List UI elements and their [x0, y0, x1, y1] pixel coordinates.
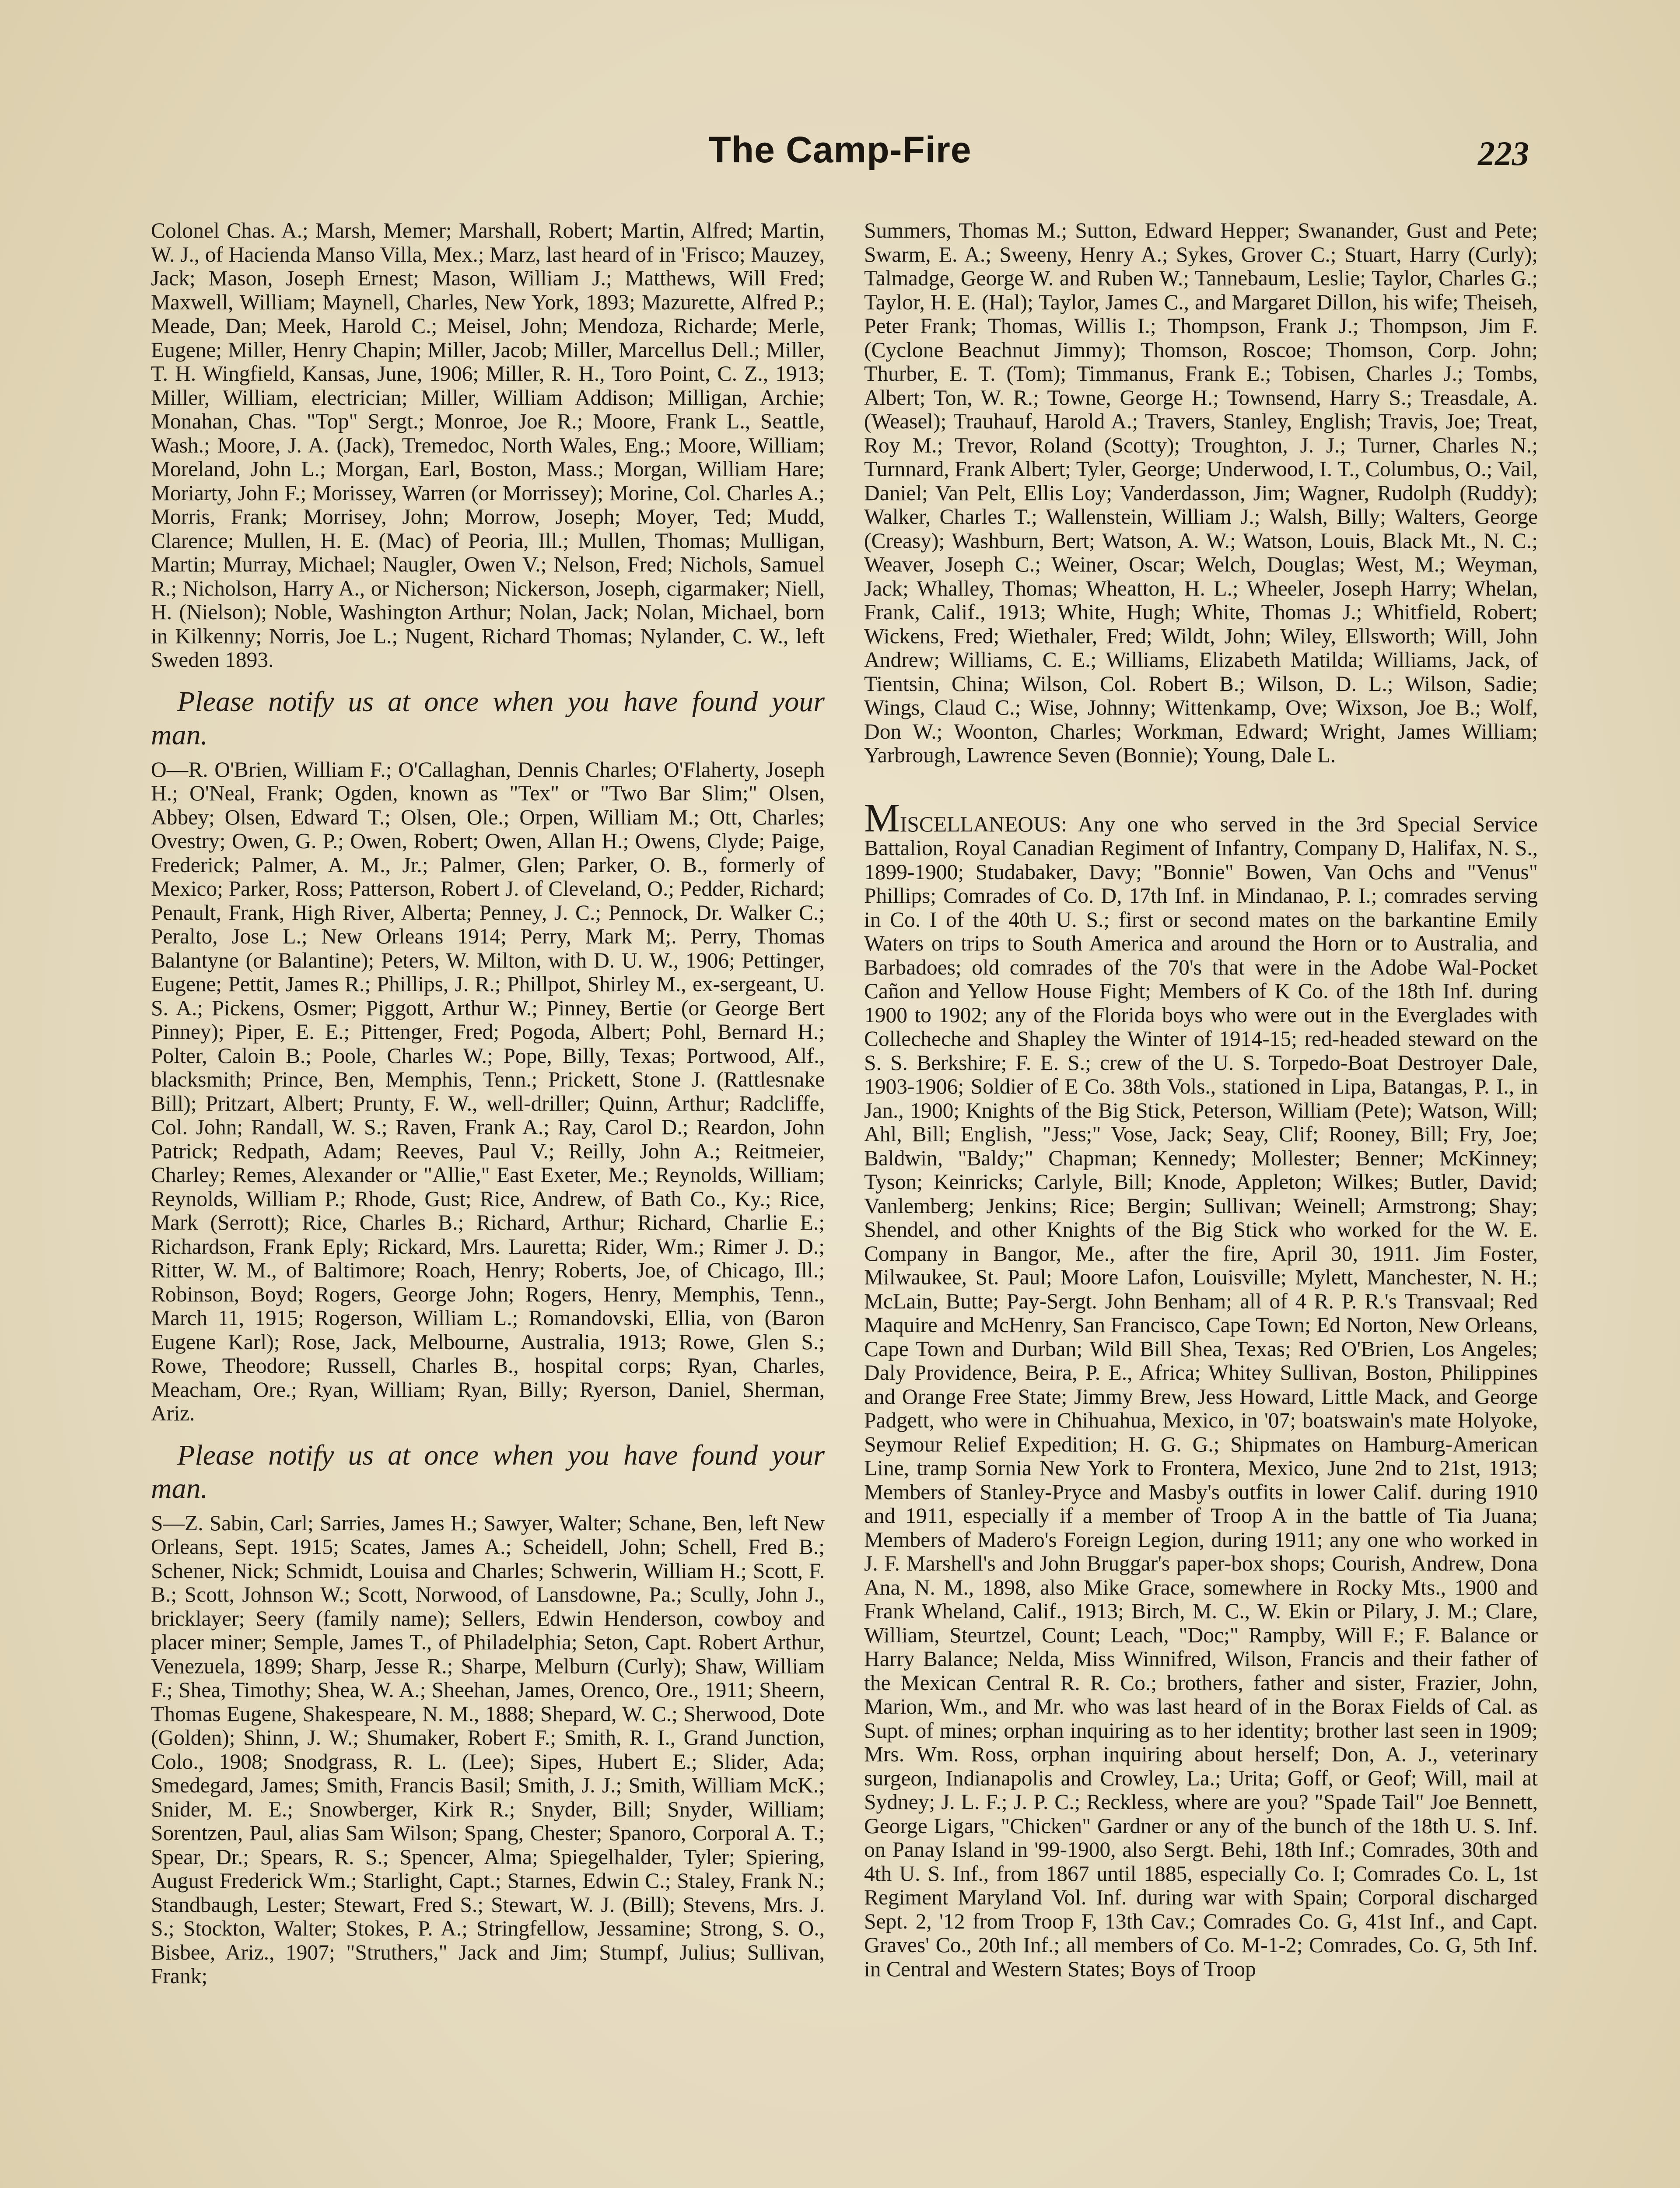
- miscellaneous-heading: ISCELLANEOUS:: [900, 812, 1068, 836]
- names-list-s-z: S—Z. Sabin, Carl; Sarries, James H.; Sawyer, Walter; Schane, Ben, left New Orleans, Sept. 1915; Scates, James A.; Scheidell, John; Schell, Fred B.; Schener, Nick; Schmidt, Louisa and Charles; Schwerin, William H.; Scott, F. B.; Scott, Johnson W.; Scott, Norwood, of Lansdowne, Pa.; Scully, John J., bricklayer; Seery (family name); Sellers, Edwin Henderson, cowboy and placer miner; Semple, James T., of Philadelphia; Seton, Capt. Robert Arthur, Venezuela, 1899; Sharp, Jesse R.; Sharpe, Melburn (Curly); Shaw, William F.; Shea, Timothy; Shea, W. A.; Sheehan, James, Orenco, Ore., 1911; Sheern, Thomas Eugene, Shakespeare, N. M., 1888; Shepard, W. C.; Sherwood, Dote (Golden); Shinn, J. W.; Shumaker, Robert F.; Smith, R. I., Grand Junction, Colo., 1908; Snodgrass, R. L. (Lee); Sipes, Hubert E.; Slider, Ada; Smedegard, James; Smith, Francis Basil; Smith, J. J.; Smith, William McK.; Snider, M. E.; Snowberger, Kirk R.; Snyder, Bill; Snyder, William; Sorentzen, Paul, alias Sam Wilson; Spang, Chester; Spanoro, Corporal A. T.; Spear, Dr.; Spears, R. S.; Spencer, Alma; Spiegelhalder, Tyler; Spiering, August Frederick Wm.; Starlight, Capt.; Starnes, Edwin C.; Staley, Frank N.; Standbaugh, Lester; Stewart, Fred S.; Stewart, W. J. (Bill); Stevens, Mrs. J. S.; Stockton, Walter; Stokes, P. A.; Stringfellow, Jessamine; Strong, S. O., Bisbee, Ariz., 1907; "Struthers," Jack and Jim; Stumpf, Julius; Sullivan, Frank;: [151, 1511, 825, 1988]
- page-number: 223: [1478, 134, 1529, 172]
- names-list-o-r: O—R. O'Brien, William F.; O'Callaghan, Dennis Charles; O'Flaherty, Joseph H.; O'Neal, Frank; Ogden, known as "Tex" or "Two Bar Slim;" Olsen, Abbey; Olsen, Edward T.; Olsen, Ole.; Orpen, William M.; Ott, Charles; Ovestry; Owen, G. P.; Owen, Robert; Owen, Allan H.; Owens, Clyde; Paige, Frederick; Palmer, A. M., Jr.; Palmer, Glen; Parker, O. B., formerly of Mexico; Parker, Ross; Patterson, Robert J. of Cleveland, O.; Pedder, Richard; Penault, Frank, High River, Alberta; Penney, J. C.; Pennock, Dr. Walker C.; Peralto, Jose L.; New Orleans 1914; Perry, Mark M;. Perry, Thomas Balantyne (or Balantine); Peters, W. Milton, with D. U. W., 1906; Pettinger, Eugene; Pettit, James R.; Phillips, J. R.; Phillpot, Shirley M., ex-sergeant, U. S. A.; Pickens, Osmer; Piggott, Arthur W.; Pinney, Bertie (or George Bert Pinney); Piper, E. E.; Pittenger, Fred; Pogoda, Albert; Pohl, Bernard H.; Polter, Caloin B.; Poole, Charles W.; Pope, Billy, Texas; Portwood, Alf., blacksmith; Prince, Ben, Memphis, Tenn.; Prickett, Stone J. (Rattlesnake Bill); Pritzart, Albert; Prunty, F. W., well-driller; Quinn, Arthur; Radcliffe, Col. John; Randall, W. S.; Raven, Frank A.; Ray, Carol D.; Reardon, John Patrick; Redpath, Adam; Reeves, Paul V.; Reilly, John A.; Reitmeier, Charley; Remes, Alexander or "Allie," East Exeter, Me.; Reynolds, William; Reynolds, William P.; Rhode, Gust; Rice, Andrew, of Bath Co., Ky.; Rice, Mark (Serrott); Rice, Charles B.; Richard, Arthur; Richard, Charlie E.; Richardson, Frank Eply; Rickard, Mrs. Lauretta; Rider, Wm.; Rimer J. D.; Ritter, W. M., of Baltimore; Roach, Henry; Roberts, Joe, of Chicago, Ill.; Robinson, Boyd; Rogers, George John; Rogers, Henry, Memphis, Tenn., March 11, 1915; Rogerson, William L.; Romandovski, Ellia, von (Baron Eugene Karl); Rose, Jack, Melbourne, Australia, 1913; Rowe, Glen S.; Rowe, Theodore; Russell, Charles B., hospital corps; Ryan, Charles, Meacham, Ore.; Ryan, William; Ryan, Billy; Ryerson, Daniel, Sherman, Ariz.: [151, 757, 825, 1425]
- miscellaneous-section: [864, 795, 1538, 1981]
- names-list-m-n: Colonel Chas. A.; Marsh, Memer; Marshall, Robert; Martin, Alfred; Martin, W. J., of Hacienda Manso Villa, Mex.; Marz, last heard of in 'Frisco; Mauzey, Jack; Mason, Joseph Ernest; Mason, William J.; Matthews, Will Fred; Maxwell, William; Maynell, Charles, New York, 1893; Mazurette, Alfred P.; Meade, Dan; Meek, Harold C.; Meisel, John; Mendoza, Richarde; Merle, Eugene; Miller, Henry Chapin; Miller, Jacob; Miller, Marcellus Dell.; Miller, T. H. Wingfield, Kansas, June, 1906; Miller, R. H., Toro Point, C. Z., 1913; Miller, William, electrician; Miller, William Addison; Milligan, Archie; Monahan, Chas. "Top" Sergt.; Monroe, Joe R.; Moore, Frank L., Seattle, Wash.; Moore, J. A. (Jack), Tremedoc, North Wales, Eng.; Moore, William; Moreland, John L.; Morgan, Earl, Boston, Mass.; Morgan, William Hare; Moriarty, John F.; Morissey, Warren (or Morrissey); Morine, Col. Charles A.; Morris, Frank; Morrisey, John; Morrow, Joseph; Moyer, Ted; Mudd, Clarence; Mullen, H. E. (Mac) of Peoria, Ill.; Mullen, Thomas; Mulligan, Martin; Murray, Michael; Naugler, Owen V.; Nelson, Fred; Nichols, Samuel R.; Nicholson, Harry A., or Nicherson; Nickerson, Joseph, cigarmaker; Niell, H. (Nielson); Noble, Washington Arthur; Nolan, Jack; Nolan, Michael, born in Kilkenny; Norris, Joe L.; Nugent, Richard Thomas; Nylander, C. W., left Sweden 1893.: [151, 219, 825, 672]
- left-column: [151, 219, 825, 2188]
- right-column: [864, 219, 1538, 2188]
- names-list-s-z-continued: Summers, Thomas M.; Sutton, Edward Hepper; Swanander, Gust and Pete; Swarm, E. A.; Sweeny, Henry A.; Sykes, Grover C.; Stuart, Harry (Curly); Talmadge, George W. and Ruben W.; Tannebaum, Leslie; Taylor, Charles G.; Taylor, H. E. (Hal); Taylor, James C., and Margaret Dillon, his wife; Theiseh, Peter Frank; Thomas, Willis I.; Thompson, Frank J.; Thompson, Jim F. (Cyclone Beachnut Jimmy); Thomson, Roscoe; Thomson, Corp. John; Thurber, E. T. (Tom); Timmanus, Frank E.; Tobisen, Charles J.; Tombs, Albert; Ton, W. R.; Towne, George H.; Townsend, Harry S.; Treasdale, A. (Weasel); Trauhauf, Harold A.; Travers, Stanley, English; Travis, Joe; Treat, Roy M.; Trevor, Roland (Scotty); Troughton, J. J.; Turner, Charles N.; Turnnard, Frank Albert; Tyler, George; Underwood, I. T., Columbus, O.; Vail, Daniel; Van Pelt, Ellis Loy; Vanderdasson, Jim; Wagner, Rudolph (Ruddy); Walker, Charles T.; Wallenstein, William J.; Walsh, Billy; Walters, George (Creasy); Washburn, Bert; Watson, A. W.; Watson, Louis, Black Mt., N. C.; Weaver, Joseph C.; Weiner, Oscar; Welch, Douglas; West, M.; Weyman, Jack; Whalley, Thomas; Wheatton, H. L.; Wheeler, Joseph Harry; Whelan, Frank, Calif., 1913; White, Hugh; White, Thomas J.; Whitfield, Robert; Wickens, Fred; Wiethaler, Fred; Wildt, John; Wiley, Ellsworth; Will, John Andrew; Williams, C. E.; Williams, Elizabeth Matilda; Williams, Jack, of Tientsin, China; Wilson, Col. Robert B.; Wilson, D. L.; Wilson, Sadie; Wings, Claud C.; Wise, Johnny; Wittenkamp, Ove; Wixson, Joe B.; Wolf, Don W.; Woonton, Charles; Workman, Edward; Wright, James William; Yarbrough, Lawrence Seven (Bonnie); Young, Dale L.: [864, 219, 1538, 767]
- miscellaneous-text: Any one who served in the 3rd Special Service Battalion, Royal Canadian Regiment of Infantry, Company D, Halifax, N. S., 1899-1900; Studabaker, Davy; "Bonnie" Bowen, Van Ochs and "Venus" Phillips; Comrades of Co. D, 17th Inf. in Mindanao, P. I.; comrades serving in Co. I of the 40th U. S.; first or second mates on the barkantine Emily Waters on trips to South America and around the Horn or to Australia, and Barbadoes; old comrades of the 70's that were in the Adobe Wal-Pocket Cañon and Yellow House Fight; Members of K Co. of the 18th Inf. during 1900 to 1902; any of the Florida boys who were out in the Everglades with Collecheche and Shapley the Winter of 1914-15; red-headed steward on the S. S. Berkshire; F. E. S.; crew of the U. S. Torpedo-Boat Destroyer Dale, 1903-1906; Soldier of E Co. 38th Vols., stationed in Lipa, Batangas, P. I., in Jan., 1900; Knights of the Big Stick, Peterson, William (Pete); Watson, Will; Ahl, Bill; English, "Jess;" Vose, Jack; Seay, Clif; Rooney, Bill; Fry, Joe; Baldwin, "Baldy;" Chapman; Kennedy; Mollester; Benner; McKinney; Tyson; Keinricks; Carlyle, Bill; Knode, Appleton; Wilkes; Butler, David; Vanlemberg; Jenkins; Rice; Bergin; Sullivan; Weinell; Armstrong; Shay; Shendel, and other Knights of the Big Stick who worked for the W. E. Company in Bangor, Me., after the fire, April 30, 1911. Jim Foster, Milwaukee, St. Paul; Moore Lafon, Louisville; Mylett, Manchester, N. H.; McLain, Butte; Pay-Sergt. John Benham; all of 4 R. P. R.'s Transvaal; Red Maquire and McHenry, San Francisco, Cape Town; Ed Norton, New Orleans, Cape Town and Durban; Wild Bill Shea, Texas; Red O'Brien, Los Angeles; Daly Providence, Beira, P. E., Africa; Whitey Sullivan, Boston, Philippines and Orange Free State; Jimmy Brew, Jess Howard, Little Mack, and George Padgett, who were in Chihuahua, Mexico, in '07; boatswain's mate Holyoke, Seymour Relief Expedition; H. G. G.; Shipmates on Hamburg-American Line, tramp Sornia New York to Frontera, Mexico, June 2nd to 21st, 1913; Members of Stanley-Pryce and Masby's outfits in lower Calif. during 1910 and 1911, especially if a member of Troop A in the battle of Tia Juana; Members of Madero's Foreign Legion, during 1911; any one who worked in J. F. Marshell's and John Bruggar's paper-box shops; Courish, Andrew, Dona Ana, N. M., 1898, also Mike Grace, somewhere in Rocky Mts., 1900 and Frank Wheland, Calif., 1913; Birch, M. C., W. Ekin or Pilary, J. M.; Clare, William, Steurtzel, Count; Leach, "Doc;" Rampby, Will F.; F. Balance or Harry Balance; Nelda, Miss Winnifred, Wilson, Francis and their father of the Mexican Central R. R. Co.; brothers, father and sister, Frazier, John, Marion, Wm., and Mr. who was last heard of in the Borax Fields of Cal. as Supt. of mines; orphan inquiring as to her identity; brother last seen in 1909; Mrs. Wm. Ross, orphan inquiring about herself; Don, A. J., veterinary surgeon, Indianapolis and Crowley, La.; Urita; Goff, or Geof; Will, mail at Sydney; J. L. F.; J. P. C.; Reckless, where are you? "Spade Tail" Joe Bennett, George Ligars, "Chicken" Gardner or any of the bunch of the 18th U. S. Inf. on Panay Island in '99-1900, also Sergt. Behi, 18th Inf.; Comrades, 30th and 4th U. S. Inf., from 1867 until 1885, especially Co. I; Comrades Co. L, 1st Regiment Maryland Vol. Inf. during war with Spain; Corporal discharged Sept. 2, '12 from Troop F, 13th Cav.; Comrades Co. G, 41st Inf., and Capt. Graves' Co., 20th Inf.; all members of Co. M-1-2; Comrades, Co. G, 5th Inf. in Central and Western States; Boys of Troop: [864, 812, 1538, 1981]
- notice-found-your-man-2: Please notify us at once when you have found your man.: [151, 1439, 825, 1504]
- page-title: The Camp-Fire: [708, 129, 972, 170]
- drop-cap-letter: M: [864, 795, 900, 840]
- notice-found-your-man-1: Please notify us at once when you have found your man.: [151, 685, 825, 751]
